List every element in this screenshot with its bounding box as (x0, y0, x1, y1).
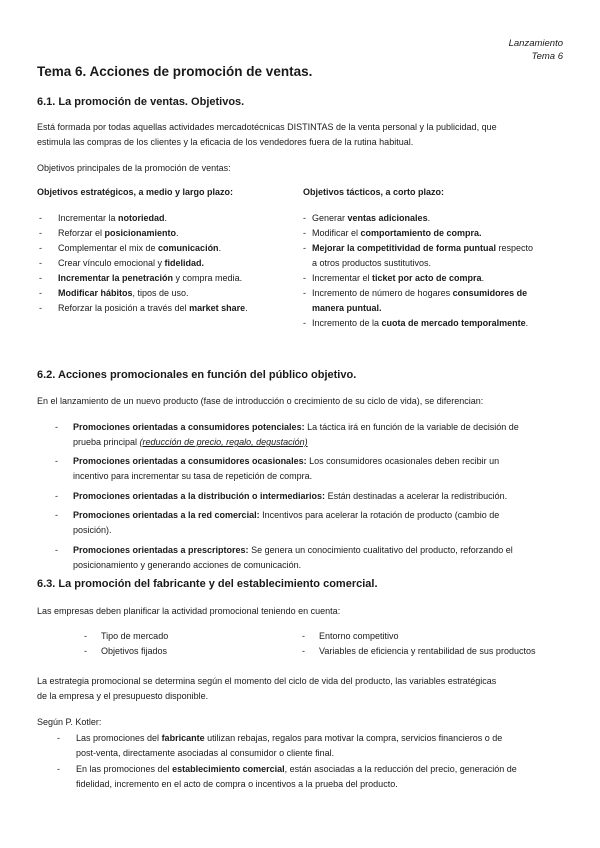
bullet-dash: - (84, 631, 87, 641)
paragraph-line: Está formada por todas aquellas actividades mercadotécnicas DISTINTAS de la venta personal y la publicidad, que (37, 122, 497, 132)
bullet-dash: - (39, 213, 42, 223)
list-item: En las promociones del establecimiento comercial, están asociadas a la reducción del precio, generación de (76, 764, 517, 774)
list-item: Generar ventas adicionales. (312, 213, 431, 223)
bullet-dash: - (84, 646, 87, 656)
bullet-dash: - (57, 733, 60, 743)
bullet-dash: - (303, 213, 306, 223)
header-line-2: Tema 6 (531, 51, 563, 62)
bullet-dash: - (303, 243, 306, 253)
list-item-continuation: post-venta, directamente asociadas al consumidor o cliente final. (76, 748, 335, 758)
bullet-dash: - (303, 228, 306, 238)
list-item-continuation: a otros productos sustitutivos. (312, 258, 432, 268)
list-item-continuation: fidelidad, incremento en el acto de compra o incentivos a la prueba del producto. (76, 779, 398, 789)
bullet-dash: - (55, 510, 58, 520)
running-header (509, 37, 563, 63)
bullet-dash: - (303, 273, 306, 283)
list-item: Incrementar el ticket por acto de compra. (312, 273, 485, 283)
header-line-1: Lanzamiento (508, 38, 563, 49)
list-item: Incremento de la cuota de mercado temporalmente. (312, 318, 529, 328)
list-item-continuation: incentivo para incrementar su tasa de repetición de compra. (73, 471, 313, 481)
bullet-dash: - (303, 318, 306, 328)
list-item: Reforzar el posicionamiento. (58, 228, 179, 238)
list-item: Complementar el mix de comunicación. (58, 243, 222, 253)
list-item: Promociones orientadas a consumidores ocasionales: Los consumidores ocasionales deben recibir un (73, 456, 500, 466)
list-item: Modificar el comportamiento de compra. (312, 228, 482, 238)
bullet-dash: - (302, 631, 305, 641)
list-item-continuation: prueba principal (reducción de precio, regalo, degustación) (73, 437, 308, 447)
bullet-dash: - (39, 273, 42, 283)
list-item: Modificar hábitos, tipos de uso. (58, 288, 189, 298)
list-item: Tipo de mercado (101, 631, 169, 641)
list-item: Crear vínculo emocional y fidelidad. (58, 258, 205, 268)
list-item: Variables de eficiencia y rentabilidad de sus productos (319, 646, 536, 656)
bullet-dash: - (57, 764, 60, 774)
list-item: Mejorar la competitividad de forma puntual respecto (312, 243, 534, 253)
paragraph-line: estimula las compras de los clientes y la eficacia de los vendedores fuera de la rutina habitual. (37, 137, 414, 147)
list-item: Las promociones del fabricante utilizan rebajas, regalos para motivar la compra, servicios financieros o de (76, 733, 503, 743)
paragraph-line: Objetivos principales de la promoción de ventas: (37, 163, 231, 173)
paragraph-line: Según P. Kotler: (37, 717, 102, 727)
list-item: Incremento de número de hogares consumidores de (312, 288, 528, 298)
bullet-dash: - (302, 646, 305, 656)
section-heading-6-1: 6.1. La promoción de ventas. Objetivos. (37, 96, 245, 108)
list-item: Entorno competitivo (319, 631, 399, 641)
bullet-dash: - (55, 545, 58, 555)
list-item: Incrementar la penetración y compra media. (58, 273, 243, 283)
column-heading-tactical: Objetivos tácticos, a corto plazo: (303, 187, 445, 197)
bullet-dash: - (39, 288, 42, 298)
list-item: Objetivos fijados (101, 646, 168, 656)
column-heading-strategic: Objetivos estratégicos, a medio y largo plazo: (37, 187, 234, 197)
list-item-continuation: posicionamiento y generando acciones de comunicación. (73, 560, 302, 570)
paragraph-line: La estrategia promocional se determina según el momento del ciclo de vida del producto, las variables estratégicas (37, 676, 497, 686)
bullet-dash: - (303, 288, 306, 298)
list-item: Promociones orientadas a consumidores potenciales: La táctica irá en función de la variable de decisión de (73, 422, 519, 432)
bullet-dash: - (55, 456, 58, 466)
list-item: Incrementar la notoriedad. (58, 213, 168, 223)
paragraph-line: En el lanzamiento de un nuevo producto (fase de introducción o crecimiento de su ciclo de vida), se diferencian: (37, 396, 484, 406)
bullet-dash: - (39, 303, 42, 313)
bullet-dash: - (55, 491, 58, 501)
list-item: Promociones orientadas a la distribución o intermediarios: Están destinadas a acelerar la redistribución. (73, 491, 508, 501)
bullet-dash: - (55, 422, 58, 432)
paragraph-line: de la empresa y el presupuesto disponible. (37, 691, 209, 701)
bullet-dash: - (39, 228, 42, 238)
section-heading-6-3: 6.3. La promoción del fabricante y del establecimiento comercial. (37, 578, 378, 590)
bullet-dash: - (39, 258, 42, 268)
paragraph-line: Las empresas deben planificar la actividad promocional teniendo en cuenta: (37, 606, 341, 616)
bullet-dash: - (39, 243, 42, 253)
list-item: Promociones orientadas a prescriptores: Se genera un conocimiento cualitativo del producto, reforzando el (73, 545, 513, 555)
list-item: Reforzar la posición a través del market share. (58, 303, 248, 313)
list-item: Promociones orientadas a la red comercial: Incentivos para acelerar la rotación de producto (cambio de (73, 510, 500, 520)
section-heading-6-2: 6.2. Acciones promocionales en función del público objetivo. (37, 369, 357, 381)
list-item-continuation: manera puntual. (312, 303, 382, 313)
list-item-continuation: posición). (73, 525, 112, 535)
page-title: Tema 6. Acciones de promoción de ventas. (37, 64, 313, 79)
